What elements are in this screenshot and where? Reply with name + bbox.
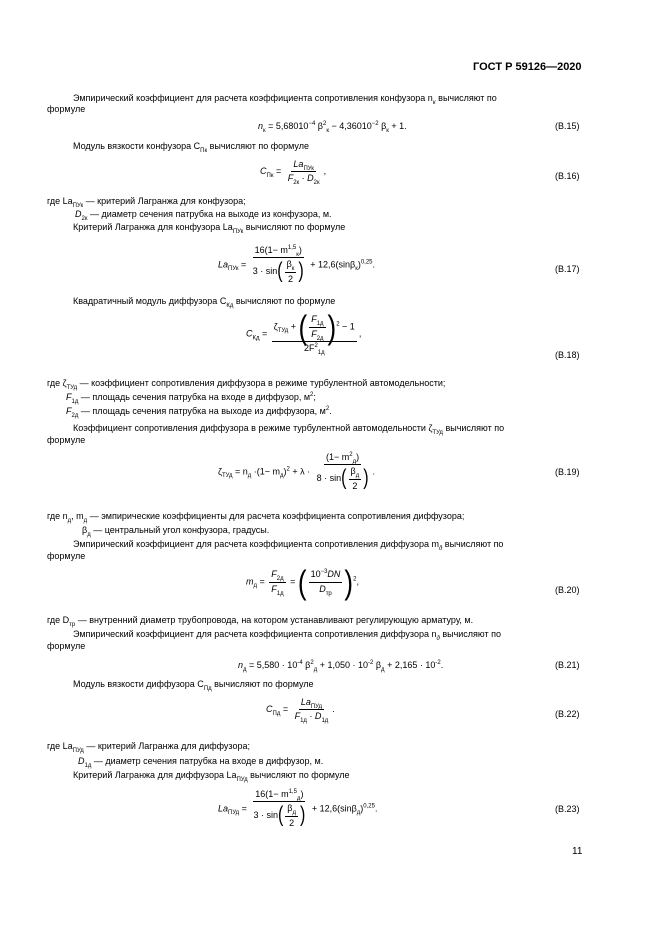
paragraph-text (47, 378, 614, 389)
fraction (285, 259, 297, 285)
text: F (271, 569, 277, 580)
text: -4 (297, 660, 303, 666)
text: F (311, 328, 317, 339)
paragraph-text (47, 196, 614, 207)
text: 2 (286, 466, 290, 473)
fraction (309, 314, 325, 340)
text: 1д (71, 398, 79, 405)
text: к (355, 266, 358, 273)
text: вычисляют по формуле (243, 222, 346, 232)
paragraph-text (66, 406, 332, 417)
text: ПУк (232, 228, 244, 235)
text: ) (360, 803, 364, 814)
paragraph-text (75, 209, 332, 220)
text: тр (325, 590, 332, 597)
text: 3 · sin (252, 266, 278, 277)
text: 1д (276, 590, 284, 597)
text: д (381, 666, 385, 673)
text: D (319, 583, 326, 594)
text: − 4,36010 (328, 121, 372, 131)
text: — диаметр сечения патрубка на выходе из конфузора, м. (87, 209, 332, 219)
text: ТУд (277, 328, 289, 335)
text: , (323, 166, 327, 177)
paragraph-text (47, 296, 614, 307)
text: Модуль вязкости конфузора С (73, 141, 201, 151)
text: , (358, 328, 362, 339)
text: д (436, 635, 440, 642)
text: 2к (293, 180, 300, 187)
text: 2к (81, 215, 88, 222)
text: 2д (276, 576, 284, 583)
text: , (356, 576, 359, 587)
text: 8 · sin (316, 473, 342, 484)
text: ζ (273, 321, 278, 332)
text: к (432, 99, 436, 106)
text: β (350, 466, 356, 477)
text: Квадратичный модуль диффузора С (73, 296, 227, 306)
text: 3 · sin (253, 810, 278, 821)
paragraph-text (47, 679, 614, 690)
text: где La (47, 741, 73, 751)
text: n (258, 121, 264, 131)
text: ПУк (72, 202, 84, 209)
text: Пк (266, 172, 274, 179)
text: + 1. (388, 121, 407, 131)
text: La (218, 259, 229, 270)
text: 2к (313, 180, 320, 187)
text: — диаметр сечения патрубка на входе в диффузор, м. (91, 756, 324, 766)
text: д (247, 473, 252, 480)
paragraph-text: формуле (47, 435, 86, 445)
text: 2 (310, 660, 314, 666)
text: β (373, 660, 382, 670)
text: F (294, 711, 301, 722)
text: DN (327, 569, 341, 580)
paragraph-text (47, 423, 614, 434)
fraction (286, 159, 322, 185)
text: вычисляют по формуле (207, 141, 309, 151)
text: д (243, 666, 247, 673)
paragraph-text: формуле (47, 104, 86, 114)
text: + 12,6(sinβ (309, 803, 357, 814)
text: + 2,165 · 10 (384, 660, 436, 670)
text: д (83, 517, 88, 524)
text: тр (69, 621, 76, 628)
text: 2 (310, 392, 314, 398)
text: 16(1− m (254, 245, 288, 255)
text: Кд (226, 302, 234, 309)
text: 2 (352, 480, 358, 491)
text: −4 (308, 121, 316, 127)
formula-b19 (218, 452, 375, 492)
paragraph-text (47, 93, 614, 104)
text: . (372, 466, 376, 477)
paragraph-text (47, 629, 614, 640)
text: д (292, 810, 296, 817)
text: ТУд (221, 473, 233, 480)
text: + 1,050 · 10 (317, 660, 369, 670)
text: 2 (325, 406, 330, 412)
text: вычисляют по (439, 629, 501, 639)
text: д (313, 666, 318, 673)
text: ) (300, 789, 304, 799)
equation-number: (В.21) (555, 660, 580, 670)
text: 16(1− m (255, 789, 289, 799)
fraction (285, 803, 298, 829)
equation-number: (В.15) (555, 121, 580, 131)
text: ТУд (66, 384, 78, 391)
paragraph-text (47, 615, 614, 626)
paragraph-text (82, 525, 269, 536)
text: . (332, 704, 335, 715)
text: F (66, 392, 72, 402)
text: + λ · (289, 466, 313, 477)
text: 1,5 (287, 245, 297, 251)
text: −2 (371, 121, 379, 127)
text: 1,5 (288, 789, 297, 795)
equation-number: (В.18) (555, 350, 580, 360)
text: к (291, 266, 295, 273)
text: D (75, 209, 82, 219)
equation-number: (В.20) (555, 585, 580, 595)
text: 1д (300, 718, 307, 725)
formula-b23: $La_{ПУд}$ = $16(1- m^{1,5}_д)$ 3 · sin( $\frac{\beta_д}{2}$ ) + $12,6(\sin\beta_д)^{0,25}$. (218, 789, 378, 828)
fraction (349, 466, 362, 492)
text: где ζ (47, 378, 67, 388)
text: ) (298, 245, 302, 255)
text: д (296, 795, 301, 802)
text: (1− m (326, 452, 350, 462)
text: n (238, 660, 244, 670)
text: ТУд (432, 429, 443, 436)
text: 2д (71, 412, 79, 419)
text: . (372, 259, 376, 270)
text: β (378, 121, 387, 131)
text: 0,25 (363, 803, 375, 810)
text: ) (356, 452, 360, 462)
text: , m (71, 511, 84, 521)
equation-number: (В.22) (555, 709, 580, 719)
text: д (356, 810, 361, 817)
text: β (315, 121, 323, 131)
text: ) (283, 466, 287, 477)
text: 2 (288, 273, 294, 284)
text: Пк (200, 147, 208, 154)
text: д (67, 517, 72, 524)
fraction (269, 569, 285, 595)
text: 1д (321, 718, 329, 725)
text: вычисляют по формуле (233, 296, 336, 306)
text: β (286, 259, 292, 270)
text: . (440, 660, 444, 670)
text: Модуль вязкости диффузора С (73, 679, 204, 689)
text: ) (357, 259, 361, 270)
text: F (311, 314, 317, 325)
text: где La (47, 196, 73, 206)
text: к (296, 251, 299, 258)
text: 10 (310, 569, 321, 580)
text: F (287, 173, 294, 184)
text: — коэффициент сопротивления диффузора в режиме турбулентной автомодельности; (77, 378, 446, 388)
text: Кд (252, 335, 260, 342)
paragraph-text (47, 539, 614, 550)
text: ПУд (310, 703, 323, 710)
text: к (263, 127, 266, 134)
text: D (78, 756, 85, 766)
text: Эмпирический коэффициент для расчета коэффициента сопротивления диффузора m (73, 539, 439, 549)
text: вычисляют по формуле (247, 770, 350, 780)
text: ПУд (72, 747, 84, 754)
text: 2 (314, 343, 318, 349)
text: — внутренний диаметр трубопровода, на котором устанавливают регулирующую арматуру, м. (75, 615, 474, 625)
fraction: $\zeta_{ТУд}$ + ( $\frac{F_{1д}}{F_{2д}}$ )$^2$ − 1 $2F^2_{1д}$ (273, 307, 355, 356)
text: ПУд (236, 776, 248, 783)
fraction (309, 569, 343, 595)
text: F (66, 406, 72, 416)
text: · D (299, 173, 314, 184)
fraction: $(1- m^2_д)$ 8 · sin( $\frac{\beta_д}{2}$ ) (316, 452, 369, 491)
text: β (82, 525, 88, 535)
text: Эмпирический коэффициент для расчета коэффициента сопротивления диффузора n (73, 629, 437, 639)
text: 1д (317, 349, 325, 356)
text: 2 (322, 121, 327, 127)
text: вычисляют по (435, 93, 497, 103)
page-number: 11 (572, 846, 583, 857)
paragraph-text (47, 141, 614, 152)
paragraph-text (78, 756, 323, 767)
text: ПУк (303, 165, 314, 172)
text: -2 (368, 660, 374, 666)
text: = 5,580 · 10 (246, 660, 298, 670)
formula-b22: $C_{Пд}$ = $\frac{La_{ПУд}}{F_{1д} \cdot D_{1д}}$ . (266, 697, 335, 725)
text: . (374, 803, 378, 814)
text: · D (306, 711, 322, 722)
text: Пд (272, 710, 281, 717)
text: ·(1− m (251, 466, 281, 477)
paragraph-text (66, 392, 316, 403)
text: д (352, 458, 357, 465)
text: = n (232, 466, 248, 477)
fraction: $16(1- m^{1,5}_к)$ 3 · sin( $\frac{\beta_к}{2}$ ) (252, 245, 304, 284)
text: La (293, 159, 304, 169)
text: β (302, 660, 311, 670)
equation-number: (В.16) (555, 171, 580, 181)
text: . (329, 406, 332, 416)
text: д (253, 583, 258, 590)
text: д (438, 545, 443, 552)
paragraph-text: формуле (47, 641, 86, 651)
text: + 12,6(sinβ (307, 259, 356, 270)
text: — эмпирические коэффициенты для расчета коэффициента сопротивления диффузора; (87, 511, 465, 521)
equation-number: (В.17) (555, 264, 580, 274)
text: -2 (435, 660, 441, 666)
text: 1д (316, 321, 324, 328)
text: 2д (316, 335, 324, 342)
equation-number: (В.19) (555, 467, 580, 477)
text: Коэффициент сопротивления диффузора в режиме турбулентной автомодельности ζ (73, 423, 433, 433)
text: 2 (353, 576, 357, 583)
text: д (87, 531, 91, 538)
text: вычисляют по формуле (211, 679, 314, 689)
paragraph-text (47, 511, 614, 522)
text: 2 (289, 817, 295, 828)
paragraph-text (73, 770, 350, 781)
fraction: $16(1- m^{1,5}_д)$ 3 · sin( $\frac{\beta_д}{2}$ ) (253, 789, 306, 828)
paragraph-text (47, 741, 614, 752)
text: Критерий Лагранжа для конфузора La (73, 222, 233, 232)
document-header: ГОСТ Р 59126—2020 (473, 61, 582, 73)
text: Эмпирический коэффициент для расчета коэффициента сопротивления конфузора n (73, 93, 433, 103)
text: 2F (303, 343, 315, 353)
text: F (271, 583, 277, 594)
formula-b16: $C_{Пк}$ = $\frac{La_{ПУк}}{F_{2к} \cdot D_{2к}}$ , (260, 159, 327, 187)
text: C (266, 704, 273, 715)
fraction (293, 697, 331, 723)
text: д (280, 473, 284, 480)
paragraph-text: формуле (47, 551, 86, 561)
text: C (246, 328, 253, 339)
text: 0,25 (360, 259, 373, 266)
text: ; (313, 392, 316, 402)
text: La (218, 803, 229, 814)
text: где D (47, 615, 70, 625)
text: д (355, 473, 360, 480)
text: C (260, 166, 267, 177)
formula-b15 (258, 121, 407, 132)
text: + (288, 321, 299, 332)
text: = 5,68010 (265, 121, 309, 131)
text: к (386, 127, 389, 134)
text: — площадь сечения патрубка на входе в диффузор, м (78, 392, 311, 402)
text: Пд (203, 685, 212, 692)
text: − 1 (339, 321, 355, 332)
text: 1д (84, 762, 92, 769)
text: m (246, 576, 254, 587)
text: ПУк (228, 266, 239, 273)
equation-number: (В.23) (555, 804, 580, 814)
text: где n (47, 511, 68, 521)
text: вычисляют по (442, 423, 505, 433)
text: — площадь сечения патрубка на выходе из диффузора, м (78, 406, 326, 416)
text: — критерий Лагранжа для конфузора; (83, 196, 246, 206)
text: Критерий Лагранжа для диффузора La (73, 770, 237, 780)
text: — центральный угол конфузора, градусы. (90, 525, 270, 535)
text: — критерий Лагранжа для диффузора; (83, 741, 250, 751)
text: 2 (336, 321, 340, 328)
text: 2 (349, 452, 353, 458)
formula-b18: $C_{Кд}$ = $\zeta_{ТУд}$ + ( $\frac{F_{1д}}{F_{2д}}$ )$^2$ − 1 $2F^2_{1д}$ , (246, 307, 362, 356)
formula-b21 (238, 660, 443, 671)
text: ПУд (228, 810, 240, 817)
text: вычисляют по (442, 539, 504, 549)
text: ζ (218, 466, 222, 477)
text: −3 (320, 569, 328, 576)
paragraph-text (73, 222, 345, 233)
text: La (300, 697, 311, 707)
formula-b17: $La_{ПУк}$ = $16(1- m^{1,5}_к)$ 3 · sin( $\frac{\beta_к}{2}$ ) + $12,6(\sin\beta_к)^{0,25}$. (218, 245, 376, 284)
text: β (287, 803, 293, 814)
formula-b20: $m_д$ = $\frac{F_{2д}}{F_{1д}}$ = ( $\frac{10^{-3}DN}{D_{тр}}$ )$^2$, (246, 562, 359, 602)
text: к (326, 127, 329, 134)
